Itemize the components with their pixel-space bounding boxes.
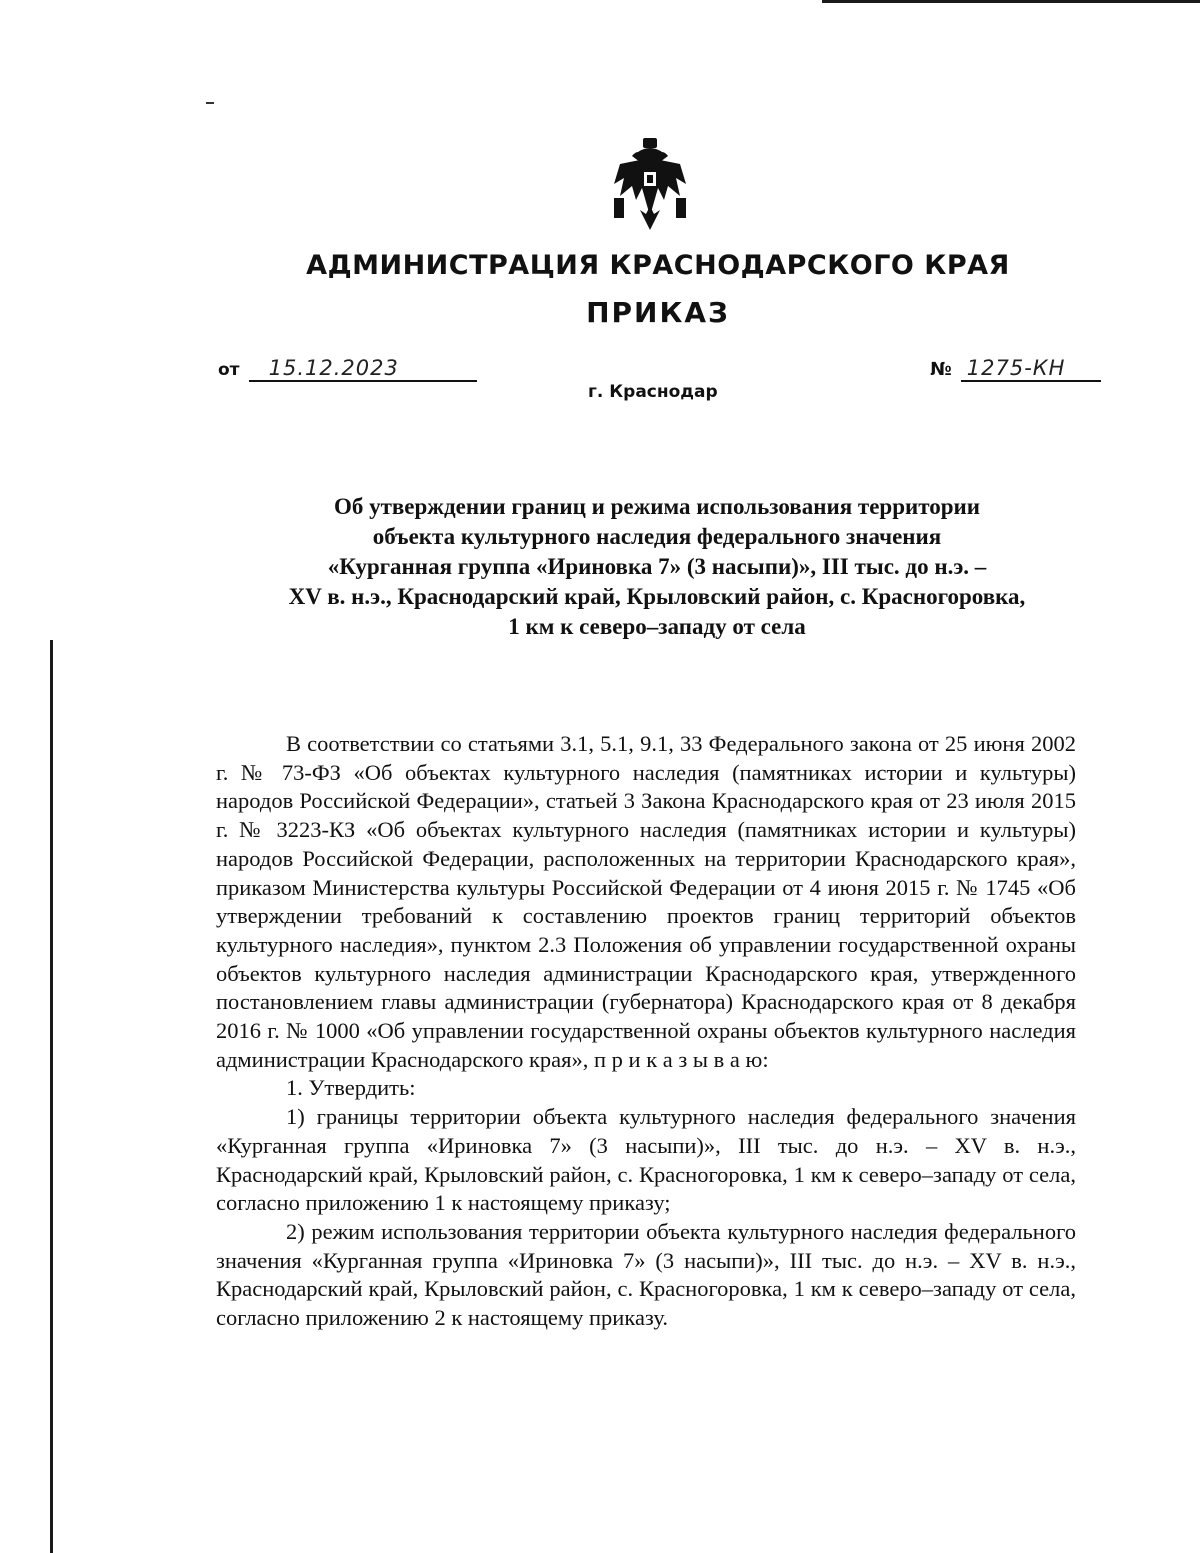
number-label: № [930,359,952,380]
document-number [930,356,1101,382]
clause-1-2: 2) режим использования территории объекта культурного наследия федерального значения «Курганная группа «Ириновка 7» (3 насыпи)», III тыс. до н.э. – XV в. н.э., Краснодарский край, Крыловский район, с. Красногоровка, 1 км к северо–западу от села, согласно приложению 2 к настоящему приказу. [216,1218,1076,1331]
clause-1-1: 1) границы территории объекта культурного наследия федерального значения «Курганная группа «Ириновка 7» (3 насыпи)», III тыс. до н.э. – XV в. н.э., Краснодарский край, Крыловский район, с. Красногоровка, 1 км к северо–западу от села, согласно приложению 1 к настоящему приказу; [216,1104,1076,1216]
heading-line: «Курганная группа «Ириновка 7» (3 насыпи)», III тыс. до н.э. – [327,554,987,579]
organization-title: АДМИНИСТРАЦИЯ КРАСНОДАРСКОГО КРАЯ [306,250,1010,281]
heading-line: объекта культурного наследия федерального значения [372,524,942,549]
document-body [216,730,1076,1333]
clause-1: 1. Утвердить: [286,1075,416,1101]
scan-edge-top [822,0,1200,3]
document-heading [216,492,1098,642]
preamble-paragraph: В соответствии со статьями 3.1, 5.1, 9.1, 33 Федерального закона от 25 июня 2002 г. № 73-ФЗ «Об объектах культурного наследия (памятниках истории и культуры) народов Российской Федерации», статьей 3 Закона Краснодарского края от 23 июля 2015 г. № 3223-КЗ «Об объектах культурного наследия (памятниках истории и культуры) народов Российской Федерации, расположенных на территории Краснодарского края», приказом Министерства культуры Российской Федерации от 4 июня 2015 г. № 1745 «Об утверждении требований к составлению проектов границ территорий объектов культурного наследия», пунктом 2.3 Положения об управлении государственной охраны объектов культурного наследия администрации Краснодарского края, утвержденного постановлением главы администрации (губернатора) Краснодарского края от 8 декабря 2016 г. № 1000 «Об управлении государственной охраны объектов культурного наследия администрации Краснодарского края», п р и к а з ы в а ю: [216,731,1076,1072]
date-value: 15.12.2023 [249,356,477,382]
document-date [218,356,477,382]
date-label: от [218,360,240,380]
scan-speck [206,102,214,104]
city-name: г. Краснодар [588,382,718,402]
heading-line: XV в. н.э., Краснодарский край, Крыловский район, с. Красногоровка, [288,584,1026,609]
document-type: ПРИКАЗ [586,296,730,329]
heading-line: Об утверждении границ и режима использования территории [333,494,981,519]
heading-line: 1 км к северо–западу от села [508,614,806,639]
coat-of-arms-emblem [610,138,690,230]
scan-edge-left [50,640,53,1553]
number-value: 1275-КН [961,356,1101,382]
